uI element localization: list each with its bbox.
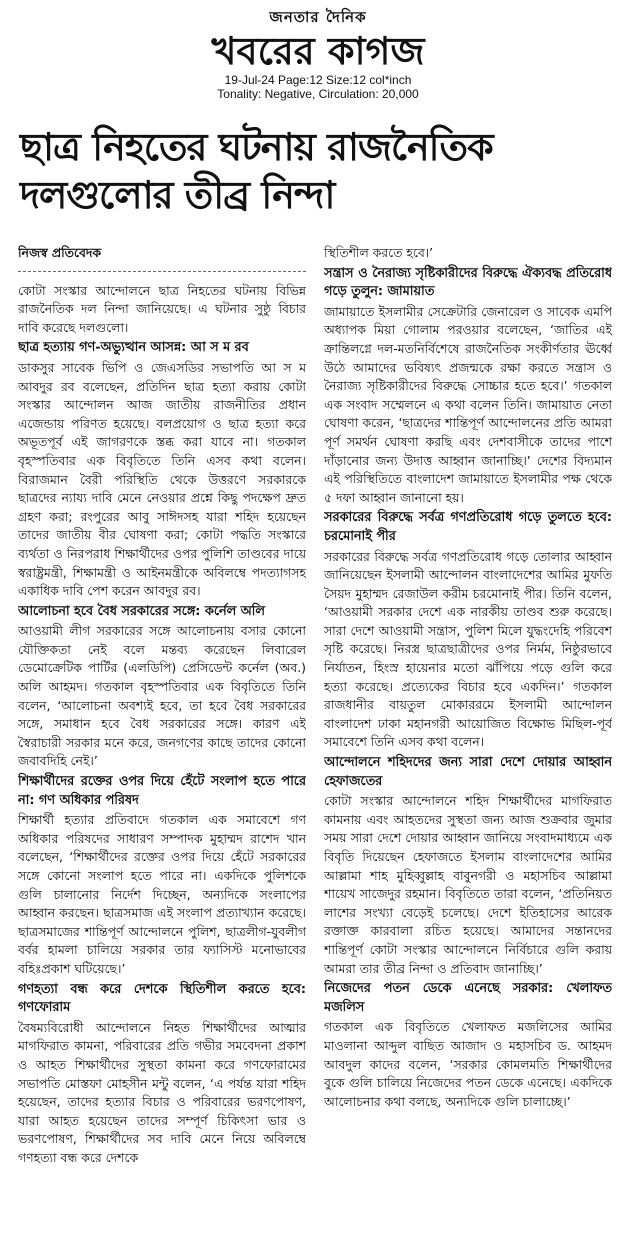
clipping-meta-tonality-circulation: Tonality: Negative, Circulation: 20,000 [217, 87, 419, 101]
paragraph-gonoforum-continued: স্থিতিশীল করতে হবে।’ [324, 245, 434, 260]
subhead-oli-ahmad: আলোচনা হবে বৈধ সরকারের সঙ্গে: কর্নেল অলি [18, 603, 265, 619]
newspaper-name: খবরের কাগজ [211, 28, 425, 73]
subhead-gono-odhikar: শিক্ষার্থীদের রক্তের ওপর দিয়ে হেঁটে সংলাপ হতে পারে না: গণ অধিকার পরিষদ [18, 774, 306, 808]
subhead-gonoforum: গণহত্যা বন্ধ করে দেশকে স্থিতিশীল করতে হবে: গণফোরাম [18, 981, 306, 1016]
paragraph-hefazat: কোটা সংস্কার আন্দোলনে শহিদ শিক্ষার্থীদের মাগফিরাত কামনায় এবং আহতদের সুস্থতা জন্য আজ শুক্রবার জুমার সময় সারা দেশে দোয়ার আহ্বান জানিয়ে সংবাদমাধ্যমে এক বিবৃতি দিয়েছেন হেফাজতে ইসলাম বাংলাদেশের আমির আল্লামা শাহ মুহিব্বুল্লাহ বাবুনগরী ও মহাসচিব আল্লামা শায়েখ সাজেদুর রহমান। বিবৃতিতে তারা বলেন, ‘প্রতিনিয়ত লাশের সংখ্যা বেড়েই চলেছে। দেশে ইতিহাসের আরেক রক্তাক্ত কারবালা রচিত হয়েছে। আমাদের সন্তানদের শান্তিপূর্ণ কোটা সংস্কার আন্দোলনে নির্বিচারে গুলি করায় আমরা তার তীব্র নিন্দা ও প্রতিবাদ জানাচ্ছি।’ [324, 793, 612, 976]
paragraph-gonoforum: বৈষম্যবিরোধী আন্দোলনে নিহত শিক্ষার্থীদের আত্মার মাগফিরাত কামনা, পরিবারের প্রতি গভীর সমবেদনা প্রকাশ ও আহত শিক্ষার্থীদের সুস্থতা কামনা করে গণফোরামের সভাপতি মোস্তফা মোহসীন মন্টু বলেন, ‘এ পর্যন্ত যারা শহিদ হয়েছেন, তাদের হত্যার বিচার ও পরিবারের ভরণপোষণ, যারা আহত হয়েছেন তাদের সম্পূর্ণ চিকিৎসা ভার ও ভরণপোষণ, শিক্ষার্থীদের সব দাবি মেনে নিয়ে অবিলম্বে গণহত্যা বন্ধ করে দেশকে [18, 1019, 306, 1165]
subhead-jamaat: সন্ত্রাস ও নৈরাজ্য সৃষ্টিকারীদের বিরুদ্ধে ঐক্যবদ্ধ প্রতিরোধ গড়ে তুলুন: জামায়াত [324, 265, 612, 300]
subhead-hefazat: আন্দোলনে শহিদদের জন্য সারা দেশে দোয়ার আহ্বান হেফাজতের [324, 755, 612, 789]
reporter-byline: নিজস্ব প্রতিবেদক [18, 245, 102, 260]
masthead [0, 0, 636, 101]
paragraph-asm-rob: ডাকসুর সাবেক ভিপি ও জেএসডির সভাপতি আ স ম আবদুর রব বলেছেন, প্রতিদিন ছাত্র হত্যা করায় কোটা সংস্কার আন্দোলন আজ জাতীয় রাজনীতির প্রধান এজেন্ডায় পরিণত হয়েছে। বলপ্রয়োগ ও ছাত্র হত্যা করে অভূতপূর্ব এই জাগরণকে স্তব্ধ করা যাবে না। গতকাল বৃহস্পতিবার এক বিবৃতিতে তিনি এসব কথা বলেন। বিরাজমান বৈরী পরিস্থিতি থেকে উত্তরণে সরকারকে ছাত্রদের ন্যায্য দাবি মেনে নেওয়ার প্রশ্নে কিছু পদক্ষেপ দ্রুত গ্রহণ করা; রংপুরের আবু সাঈদসহ যারা শহিদ হয়েছেন তাদের জাতীয় বীর ঘোষণা করা; কোটা পদ্ধতি সংস্কারে ব্যর্থতা ও নিরপরাধ শিক্ষার্থীদের ওপর পুলিশি তাণ্ডবের দায়ে স্বরাষ্ট্রমন্ত্রী, শিক্ষামন্ত্রী ও আইনমন্ত্রীকে অবিলম্বে পদত্যাগসহ একাধিক দাবি পেশ করেন আবদুর রব। [18, 359, 306, 599]
tagline: জনতার দৈনিক [269, 8, 367, 26]
subhead-chormonai-pir: সরকারের বিরুদ্ধে সর্বত্র গণপ্রতিরোধ গড়ে তুলতে হবে: চরমোনাই পীর [324, 510, 612, 544]
column-left [18, 244, 306, 1236]
column-right [324, 244, 612, 1236]
headline-line-1: ছাত্র নিহতের ঘটনায় রাজনৈতিক [20, 125, 493, 169]
article-headline [20, 123, 618, 219]
article-body [18, 244, 618, 1236]
byline-divider [18, 271, 306, 272]
clipping-meta-date-page-size: 19-Jul-24 Page:12 Size:12 col*inch [224, 73, 412, 87]
paragraph-gono-odhikar: শিক্ষার্থী হত্যার প্রতিবাদে গতকাল এক সমাবেশে গণ অধিকার পরিষদের সাধারণ সম্পাদক মুহাম্মদ রাশেদ খান বলেছেন, ‘শিক্ষার্থীদের রক্তের ওপর দিয়ে হেঁটে সরকারের সঙ্গে কোনো সংলাপ হতে পারে না। একদিকে পুলিশকে গুলি চালানোর নির্দেশ দিচ্ছেন, অন্যদিকে সংলাপের আহ্বান করছেন। ছাত্রসমাজ এই সংলাপ প্রত্যাখ্যান করেছে। ছাত্রসমাজের শান্তিপূর্ণ আন্দোলনে পুলিশ, ছাত্রলীগ-যুবলীগ বর্বর হামলা চালিয়ে সরকার তার ফ্যাসিস্ট মনোভাবের বহিঃপ্রকাশ ঘটিয়েছে।’ [18, 812, 306, 976]
paragraph-chormonai-pir: সরকারের বিরুদ্ধে সর্বত্র গণপ্রতিরোধ গড়ে তোলার আহ্বান জানিয়েছেন ইসলামী আন্দোলন বাংলাদেশের আমির মুফতি সৈয়দ মুহাম্মদ রেজাউল করীম চরমোনাই পীর। তিনি বলেন, ‘আওয়ামী সরকার দেশে এক নারকীয় তাণ্ডব শুরু করেছে। সারা দেশে আওয়ামী সন্ত্রাস, পুলিশ মিলে যুদ্ধংদেহি পরিবেশ সৃষ্টি করেছে। নিরস্ত্র ছাত্রছাত্রীদের ওপর নির্মম, নিষ্ঠুরভাবে নির্যাতন, হিংস্র হায়েনার মতো ঝাঁপিয়ে পড়ে গুলি করে হত্যা করেছে। প্রত্যেকের বিচার হবে একদিন।’ গতকাল রাজধানীর বায়তুল মোকাররমে ইসলামী আন্দোলন বাংলাদেশ ঢাকা মহানগরী আয়োজিত বিক্ষোভ মিছিল-পূর্ব সমাবেশে তিনি এসব কথা বলেন। [324, 548, 612, 750]
subhead-khelafat-majlis: নিজেদের পতন ডেকে এনেছে সরকার: খেলাফত মজলিস [324, 981, 612, 1015]
paragraph-jamaat: জামায়াতে ইসলামীর সেক্রেটারি জেনারেল ও সাবেক এমপি অধ্যাপক মিয়া গোলাম পরওয়ার বলেছেন, ‘জাতির এই ক্রান্তিলগ্নে দল-মতনির্বিশেষে রাজনৈতিক সংকীর্ণতার ঊর্ধ্বে উঠে আমাদের ভবিষ্যৎ প্রজন্মকে রক্ষা করতে সন্ত্রাস ও নৈরাজ্য সৃষ্টিকারীদের বিরুদ্ধে সোচ্চার হতে হবে।’ গতকাল এক সংবাদ সম্মেলনে এ কথা বলেন তিনি। জামায়াত নেতা ঘোষণা করেন, ‘ছাত্রদের শান্তিপূর্ণ আন্দোলনের প্রতি আমরা পূর্ণ সমর্থন ঘোষণা করছি এবং দেশবাসীকে তাদের পাশে দাঁড়ানোর জন্য উদাত্ত আহ্বান জানাচ্ছি।’ দেশের বিদ্যমান এই পরিস্থিতিতে বাংলাদেশ জামায়াতে ইসলামীর পক্ষ থেকে ৫ দফা আহ্বান জানানো হয়। [324, 303, 612, 505]
paragraph-khelafat-majlis: গতকাল এক বিবৃতিতে খেলাফত মজলিসের আমির মাওলানা আব্দুল বাছিত আজাদ ও মহাসচিব ড. আহমদ আবদুল কাদের বলেন, ‘সরকার কোমলমতি শিক্ষার্থীদের বুকে গুলি চালিয়ে নিজেদের পতন ডেকে এনেছে। একদিকে আলোচনার কথা বলছে, অন্যদিকে গুলি চালাচ্ছে।’ [324, 1019, 612, 1109]
intro-paragraph: কোটা সংস্কার আন্দোলনে ছাত্র নিহতের ঘটনায় বিভিন্ন রাজনৈতিক দল নিন্দা জানিয়েছে। এ ঘটনার সুষ্ঠু বিচার দাবি করেছে দলগুলো। [18, 282, 306, 335]
headline-line-2: দলগুলোর তীব্র নিন্দা [20, 173, 335, 217]
paragraph-oli-ahmad: আওয়ামী লীগ সরকারের সঙ্গে আলোচনায় বসার কোনো যৌক্তিকতা নেই বলে মন্তব্য করেছেন লিবারেল ডেমোক্রেটিক পার্টির (এলডিপি) প্রেসিডেন্ট কর্নেল (অব.) অলি আহমদ। গতকাল বৃহস্পতিবার এক বিবৃতিতে তিনি বলেন, ‘আলোচনা অবশ্যই হবে, তা হবে বৈধ সরকারের সঙ্গে, সমাধান হবে বৈধ সরকারের সঙ্গে। কারণ এই স্বৈরাচারী সরকার মনে করে, জনগণের কাছে তাদের কোনো জবাবদিহি নেই।’ [18, 623, 306, 769]
subhead-asm-rob: ছাত্র হত্যায় গণ-অভ্যুত্থান আসন্ন: আ স ম রব [18, 340, 249, 356]
